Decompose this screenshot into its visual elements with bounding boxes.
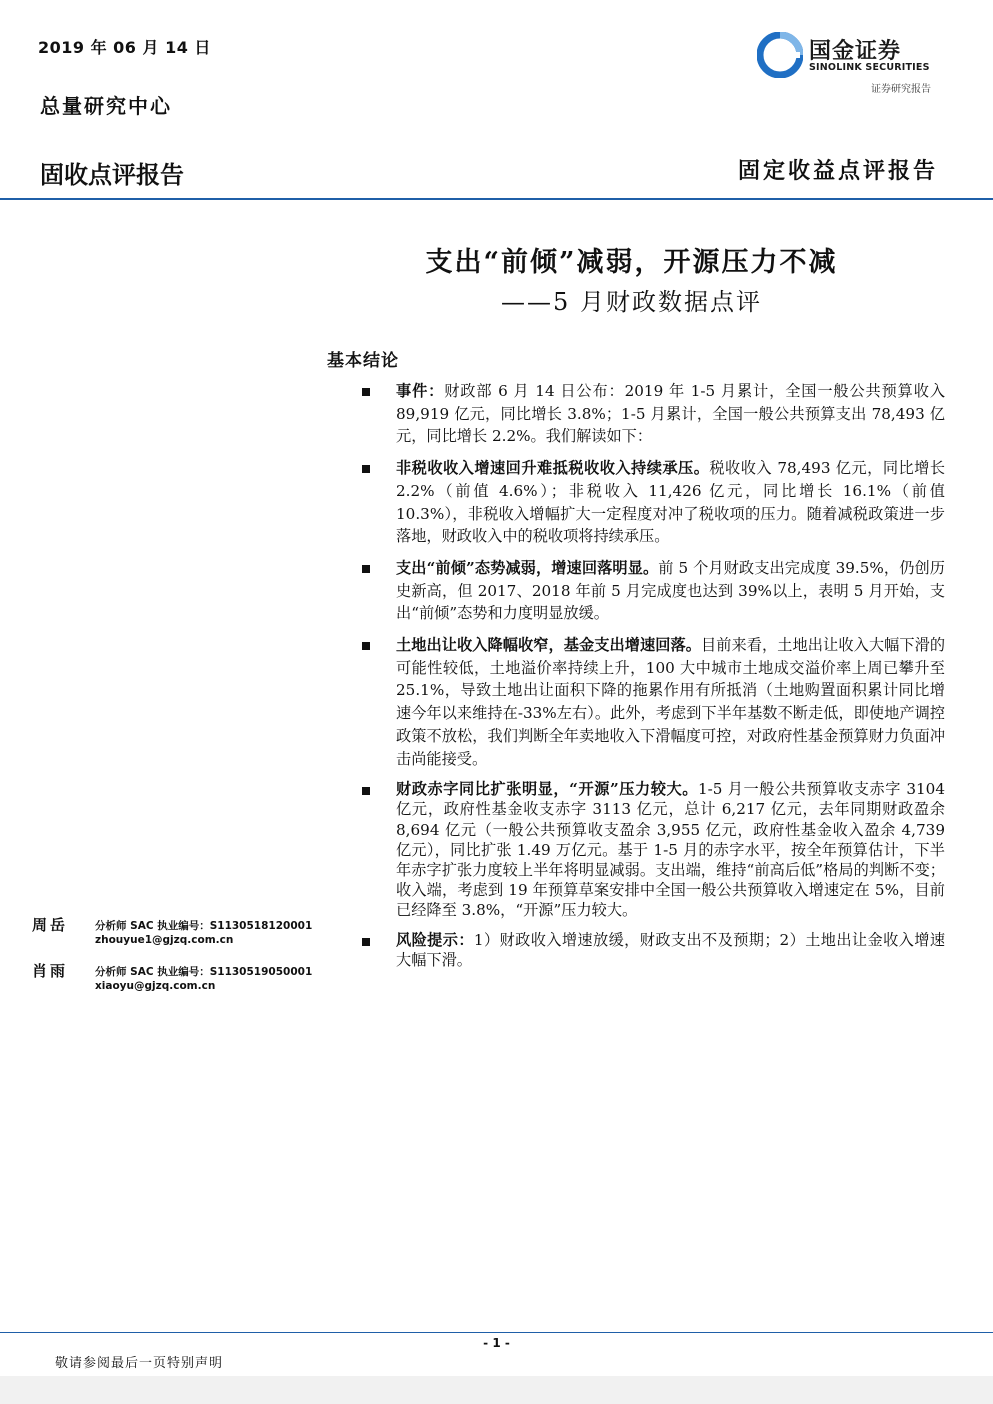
bullet-lead: 风险提示： (396, 930, 474, 949)
footer-band (0, 1376, 993, 1404)
bullet-lead: 土地出让收入降幅收窄，基金支出增速回落。 (396, 636, 702, 655)
bullet-lead: 非税收收入增速回升难抵税收收入持续承压。 (396, 459, 710, 478)
company-logo (757, 32, 947, 95)
report-type: 固收点评报告 (40, 161, 184, 189)
analyst-sac-id: 分析师 SAC 执业编号：S1130518120001 (95, 920, 313, 932)
list-item (360, 779, 945, 920)
bullet-square-icon (362, 938, 370, 946)
bullet-square-icon (362, 388, 370, 396)
analyst-email[interactable]: zhouyue1@gjzq.com.cn (95, 934, 234, 946)
bullet-square-icon (362, 787, 370, 795)
research-center: 总量研究中心 (40, 94, 172, 118)
bullet-text: 前 5 个月财政支出完成度 39.5%，仍创历史新高，但 2017、2018 年前 5 月完成度也达到 39%以上，表明 5 月开始，支出“前倾”态势和力度明显放缓。 (396, 558, 945, 623)
footer-divider (0, 1332, 993, 1333)
list-item (360, 634, 945, 770)
conclusion-list (360, 380, 945, 979)
bullet-lead: 支出“前倾”态势减弱，增速回落明显。 (396, 558, 659, 577)
logo-name-en: SINOLINK SECURITIES (809, 62, 930, 73)
report-subtitle: ——5 月财政数据点评 (501, 288, 762, 316)
bullet-text: 目前来看，土地出让收入大幅下滑的可能性较低，土地溢价率持续上升，100 大中城市土地成交溢价率上周已攀升至 25.1%，导致土地出让面积下降的拖累作用有所抵消（土地购置面积累计同比增速今年以来维持在-33%左右）。此外，考虑到下半年基数不断走低，即使地产调控政策不放松，我们判断全年卖地收入下滑幅度可控，对政府性基金预算财力负面冲击尚能接受。 (396, 636, 946, 768)
analyst-email[interactable]: xiaoyu@gjzq.com.cn (95, 980, 216, 992)
header-divider (0, 198, 993, 200)
analyst-name: 周岳 (32, 916, 69, 934)
list-item (360, 380, 945, 448)
page-number: - 1 - (483, 1336, 510, 1350)
bullet-text: 1）财政收入增速放缓，财政支出不及预期；2）土地出让金收入增速大幅下滑。 (396, 930, 946, 969)
section-heading: 基本结论 (327, 351, 399, 371)
report-date: 2019 年 06 月 14 日 (38, 38, 211, 57)
list-item (360, 457, 945, 548)
logo-name-cn: 国金证券 (809, 39, 902, 64)
bullet-square-icon (362, 642, 370, 650)
bullet-lead: 财政赤字同比扩张明显，“开源”压力较大。 (396, 780, 698, 799)
report-title: 支出“前倾”减弱，开源压力不减 (425, 247, 838, 278)
list-item (360, 557, 945, 625)
report-type-right: 固定收益点评报告 (737, 158, 938, 184)
logo-emblem-icon (757, 32, 803, 78)
analyst-sac-id: 分析师 SAC 执业编号：S1130519050001 (95, 966, 313, 978)
analyst-card (32, 960, 312, 996)
bullet-text: 1-5 月一般公共预算收支赤字 3104 亿元，政府性基金收支赤字 3113 亿元，总计 6,217 亿元，去年同期财政盈余 8,694 亿元（一般公共预算收支盈余 3,955 亿元，政府性基金收入盈余 4,739 亿元），同比扩张 1.49 万亿元。基于 1-5 月的赤字水平，按全年预算估计，下半年赤字扩张力度较上半年将明显减弱。支出端，维持“前高后低”格局的判断不变；收入端，考虑到 19 年预算草案安排中全国一般公共预算收入增速定在 5%，目前已经降至 3.8%，“开源”压力较大。 (396, 780, 945, 920)
list-item (360, 930, 945, 970)
bullet-lead: 事件： (396, 382, 445, 400)
bullet-square-icon (362, 465, 370, 473)
analyst-name: 肖雨 (32, 962, 69, 980)
bullet-text: 财政部 6 月 14 日公布：2019 年 1-5 月累计，全国一般公共预算收入 89,919 亿元，同比增长 3.8%；1-5 月累计，全国一般公共预算支出 78,493 亿元，同比增长 2.2%。我们解读如下： (396, 382, 946, 446)
bullet-square-icon (362, 565, 370, 573)
analyst-card (32, 914, 312, 950)
logo-subtitle: 证券研究报告 (871, 84, 931, 95)
bullet-text: 税收收入 78,493 亿元，同比增长 2.2%（前值 4.6%）；非税收入 11,426 亿元，同比增长 16.1%（前值 10.3%），非税收入增幅扩大一定程度对冲了税收项的压力。随着减税政策进一步落地，财政收入中的税收项将持续承压。 (396, 459, 946, 546)
disclaimer-note: 敬请参阅最后一页特别声明 (55, 1356, 224, 1371)
